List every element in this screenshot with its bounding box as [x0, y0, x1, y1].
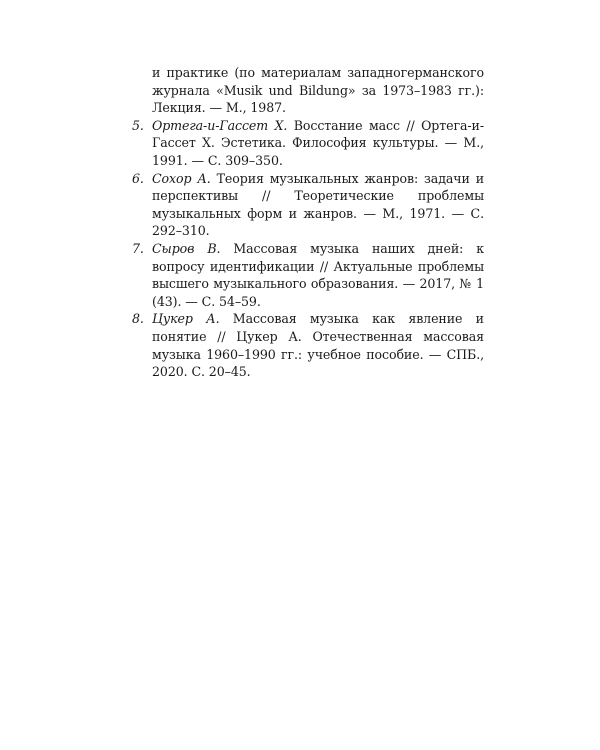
reference-number: 7. — [132, 240, 144, 256]
reference-item-6 — [132, 170, 484, 240]
reference-text: Массовая музыка наших дней: к вопросу идентификации // Актуальные проблемы высшего музыкального образования. — 2017, № 1 (43). — С. 54–59. — [152, 240, 484, 309]
reference-author: Сохор А. — [152, 170, 211, 186]
reference-continuation: и практике (по материалам западногерманского журнала «Musik und Bildung» за 1973–1983 гг.): Лекция. — М., 1987. — [152, 65, 484, 116]
reference-text: Восстание масс // Ортега-и-Гассет Х. Эстетика. Философия культуры. — М., 1991. — С. 309–350. — [152, 117, 485, 168]
reference-author: Ортега-и-Гассет Х. — [152, 117, 288, 133]
reference-list — [132, 64, 484, 381]
reference-number: 5. — [132, 117, 144, 133]
reference-item-8 — [132, 310, 484, 380]
reference-author: Цукер А. — [152, 311, 220, 327]
reference-author: Сыров В. — [152, 240, 221, 256]
reference-number: 8. — [132, 311, 144, 327]
reference-item-5 — [132, 117, 484, 170]
reference-text: Массовая музыка как явление и понятие // Цукер А. Отечественная массовая музыка 1960–1990 гг.: учебное пособие. — СПБ., 2020. С. 20–45. — [152, 311, 484, 380]
reference-item-7 — [132, 240, 484, 310]
reference-text: Теория музыкальных жанров: задачи и перспективы // Теоретические проблемы музыкальных форм и жанров. — М., 1971. — С. 292–310. — [152, 170, 484, 239]
reference-number: 6. — [132, 170, 144, 186]
